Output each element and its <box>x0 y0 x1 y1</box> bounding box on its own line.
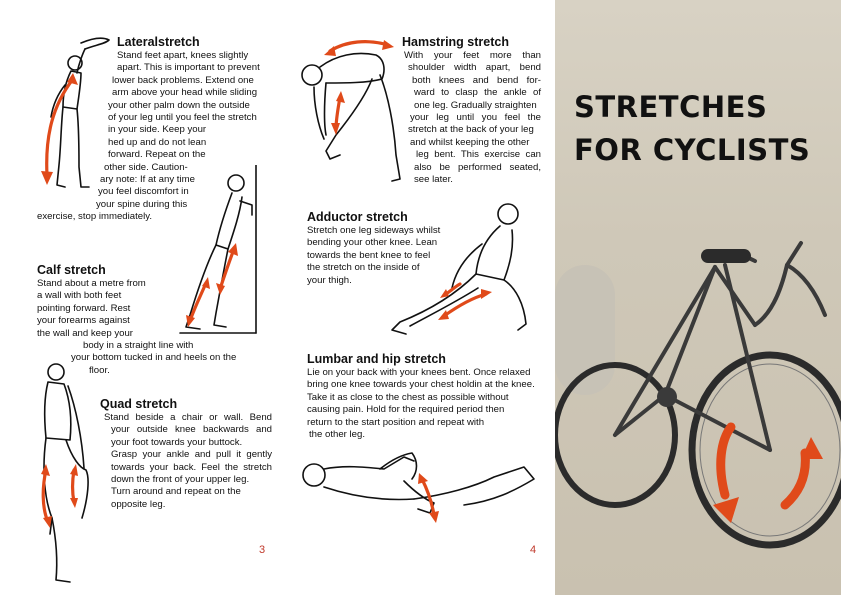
text-line: causing pain. Hold for the required period then <box>307 404 505 416</box>
text-line: towards your back. Feel the stretch <box>111 461 272 473</box>
cover-title-line: STRETCHES <box>574 90 768 124</box>
text-line: your forearms against <box>37 315 130 327</box>
text-line: apart. This is important to prevent <box>117 62 260 74</box>
text-line: Stand about a metre from <box>37 278 146 289</box>
lateral-stretch-figure <box>33 35 113 197</box>
text-line: shoulder width apart, bend <box>408 62 541 74</box>
text-line: Stand feet apart, knees slightly <box>117 50 249 61</box>
text-line: both knees and bend for- <box>412 74 541 86</box>
text-line: With your feet more than <box>404 50 541 61</box>
text-line: lower back problems. Extend one <box>112 74 254 86</box>
text-line: body in a straight line with <box>83 340 194 352</box>
text-line: return to the start position and repeat with <box>307 416 485 428</box>
calf-stretch-title: Calf stretch <box>37 263 106 277</box>
bicycle-illustration <box>555 205 841 595</box>
text-line: of your leg until you feel the stretch <box>108 112 257 124</box>
page-number-right: 4 <box>530 544 537 556</box>
text-line: the wall and keep your <box>37 327 133 339</box>
quad-stretch-text <box>104 412 272 511</box>
lumbar-hip-stretch-text <box>307 367 552 441</box>
quad-stretch-figure <box>30 358 102 590</box>
text-line: in your side. Keep your <box>108 124 207 136</box>
text-line: other side. Caution- <box>104 161 188 173</box>
text-line: your other palm down the outside <box>108 99 250 111</box>
text-line: ary note: If at any time <box>100 174 195 186</box>
text-line: your bottom tucked in and heels on the <box>71 352 237 364</box>
text-line: hed up and do not lean <box>108 136 207 148</box>
adductor-stretch-title: Adductor stretch <box>307 210 408 224</box>
text-line: a wall with both feet <box>37 290 122 302</box>
text-line: your outside knee backwards and <box>111 424 272 436</box>
quad-stretch-title: Quad stretch <box>100 397 178 411</box>
text-line: and whilst keeping the other <box>410 136 530 148</box>
text-line: your thigh. <box>307 274 352 286</box>
text-line: Lie on your back with your knees bent. Once relaxed <box>307 367 531 378</box>
text-line: Grasp your ankle and pull it gently <box>111 449 272 461</box>
lumbar-hip-stretch-title: Lumbar and hip stretch <box>307 352 446 366</box>
text-line: Stand beside a chair or wall. Bend <box>104 412 272 423</box>
text-line: also be performed seated, <box>414 161 541 173</box>
text-line: opposite leg. <box>111 498 166 510</box>
text-line: the stretch on the inside of <box>307 262 420 274</box>
text-line: stretch at the back of your leg <box>408 124 534 136</box>
text-line: forward. Repeat on the <box>108 149 206 161</box>
text-line: down the front of your upper leg. <box>111 474 250 486</box>
text-line: bring one knee towards your chest holdin at the knee. <box>307 379 535 391</box>
cover-title <box>574 86 810 172</box>
text-line: Turn around and repeat on the <box>111 486 241 498</box>
text-line: see later. <box>414 174 453 186</box>
hamstring-stretch-figure <box>296 35 408 185</box>
text-line: your leg until you feel the <box>410 112 541 124</box>
text-line: exercise, stop immediately. <box>37 211 152 223</box>
page-number-left: 3 <box>259 544 266 556</box>
lumbar-hip-stretch-figure <box>294 447 536 525</box>
text-line: you feel discomfort in <box>98 186 189 198</box>
lateral-stretch-title: Lateralstretch <box>117 35 200 49</box>
text-line: pointing forward. Rest <box>37 302 131 314</box>
calf-stretch-figure <box>176 165 261 335</box>
cover-page <box>555 0 841 595</box>
text-line: Take it as close to the chest as possible without <box>307 391 509 403</box>
text-line: one leg. Gradually straighten <box>414 99 537 111</box>
cover-title-line: FOR CYCLISTS <box>574 133 811 167</box>
adductor-stretch-figure <box>386 198 536 340</box>
text-line: Stretch one leg sideways whilst <box>307 225 441 236</box>
text-line: leg bent. This exercise can <box>416 149 541 161</box>
hamstring-stretch-title: Hamstring stretch <box>402 35 509 49</box>
text-line: towards the bent knee to feel <box>307 249 431 261</box>
text-line: ward to clasp the ankle of <box>414 87 541 99</box>
text-line: floor. <box>89 364 110 376</box>
text-line: the other leg. <box>309 429 366 441</box>
text-line: arm above your head while sliding <box>112 87 258 99</box>
hamstring-stretch-text <box>404 50 541 186</box>
text-line: bending your other knee. Lean <box>307 237 438 249</box>
text-line: your spine during this <box>96 198 188 210</box>
text-line: your foot towards your buttock. <box>111 436 243 448</box>
